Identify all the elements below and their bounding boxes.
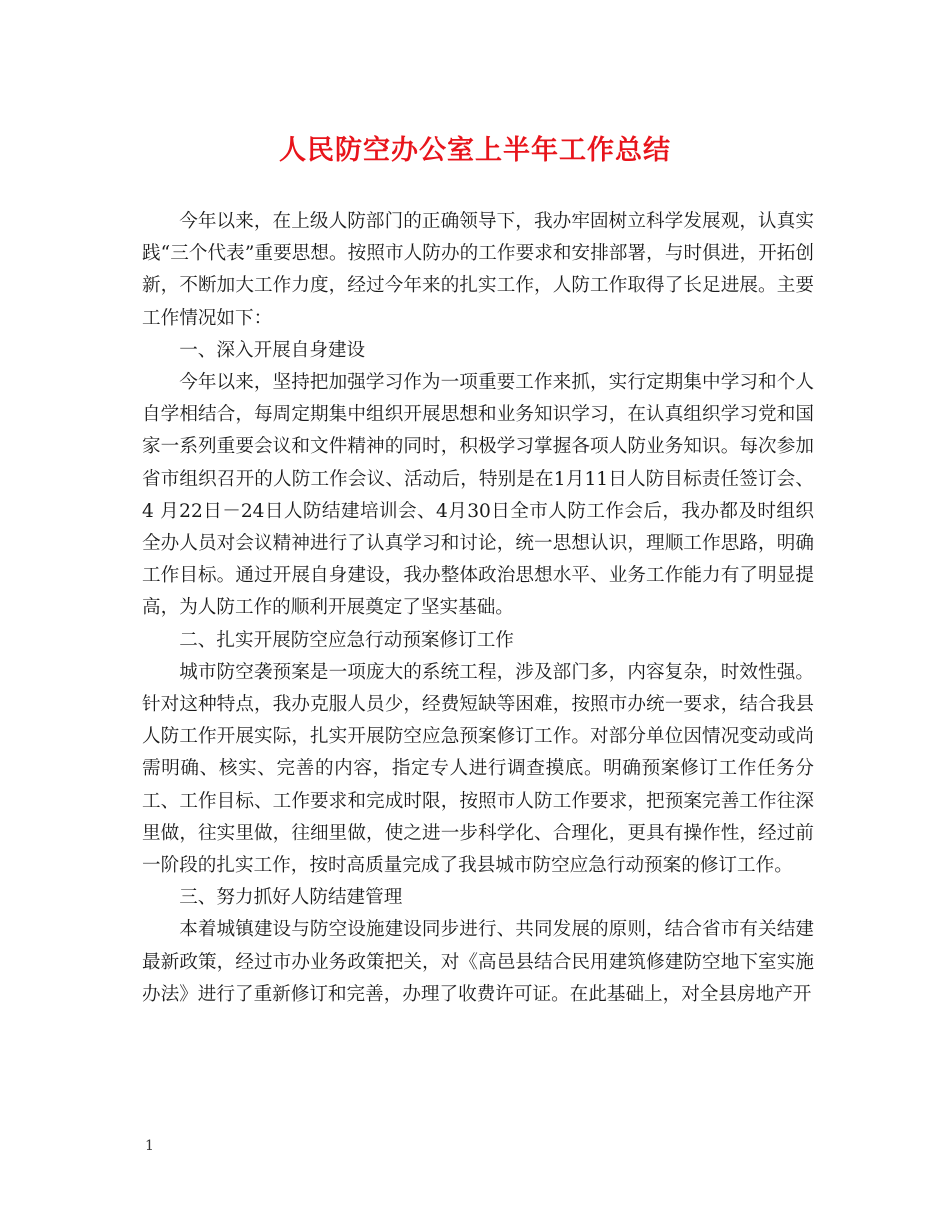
section-paragraph-2: 城市防空袭预案是一项庞大的系统工程，涉及部门多，内容复杂，时效性强。针对这种特点，我办克服人员少，经费短缺等困难，按照市办统一要求，结合我县人防工作开展实际，扎实开展防空应急预案修订工作。对部分单位因情况变动或尚需明确、核实、完善的内容，指定专人进行调查摸底。明确预案修订工作任务分工、工作目标、工作要求和完成时限，按照市人防工作要求，把预案完善工作往深里做，往实里做，往细里做，使之进一步科学化、合理化，更具有操作性，经过前一阶段的扎实工作，按时高质量完成了我县城市防空应急行动预案的修订工作。: [142, 661, 814, 877]
section-heading-1: 一、深入开展自身建设: [179, 339, 366, 361]
section-heading-2: 二、扎实开展防空应急行动预案修订工作: [179, 629, 514, 651]
page-number: 1: [145, 1138, 154, 1154]
intro-paragraph: 今年以来，在上级人防部门的正确领导下，我办牢固树立科学发展观，认真实践“三个代表”重要思想。按照市人防办的工作要求和安排部署，与时俱进，开拓创新，不断加大工作力度，经过今年来的扎实工作，人防工作取得了长足进展。主要工作情况如下：: [142, 211, 814, 329]
section-paragraph-1: 今年以来，坚持把加强学习作为一项重要工作来抓，实行定期集中学习和个人自学相结合，每周定期集中组织开展思想和业务知识学习，在认真组织学习党和国家一系列重要会议和文件精神的同时，积极学习掌握各项人防业务知识。每次参加省市组织召开的人防工作会议、活动后，特别是在1月11日人防目标责任签订会、4 月22日－24日人防结建培训会、4月30日全市人防工作会后，我办都及时组织全办人员对会议精神进行了认真学习和讨论，统一思想认识，理顺工作思路，明确工作目标。通过开展自身建设，我办整体政治思想水平、业务工作能力有了明显提高，为人防工作的顺利开展奠定了坚实基础。: [142, 372, 814, 619]
section-heading-3: 三、努力抓好人防结建管理: [179, 887, 403, 909]
document-title: 人民防空办公室上半年工作总结: [279, 135, 671, 166]
document-body: [142, 206, 814, 1011]
section-paragraph-3: 本着城镇建设与防空设施建设同步进行、共同发展的原则，结合省市有关结建最新政策，经过市办业务政策把关，对《高邑县结合民用建筑修建防空地下室实施办法》进行了重新修订和完善，办理了收费许可证。在此基础上，对全县房地产开: [142, 919, 814, 1005]
